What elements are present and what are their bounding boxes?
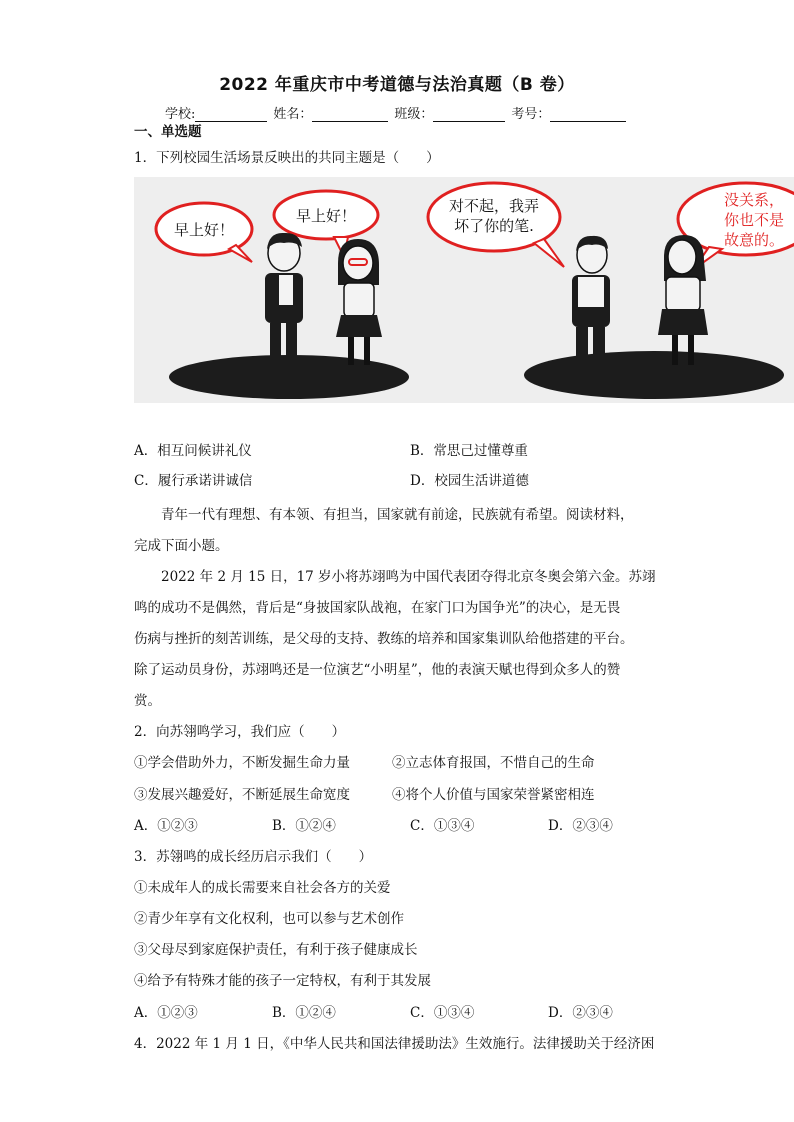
q2-option-b: B．①②④ [272,818,336,834]
q1-option-c: C．履行承诺讲诚信 [134,473,253,489]
bubble-text: 早上好！ [295,207,357,225]
school-label: 学校: [165,107,196,122]
q1-stem: 1．下列校园生活场景反映出的共同主题是（ ） [134,150,440,166]
q2-item: ④将个人价值与国家荣誉紧密相连 [392,787,595,803]
name-blank [312,107,388,122]
q1-option-d: D．校园生活讲道德 [410,473,529,489]
text-line: 鸣的成功不是偶然，背后是“身披国家队战袍，在家门口为国争光”的决心，是无畏 [134,600,621,616]
q3-stem: 3．苏翎鸣的成长经历启示我们（ ） [134,849,373,865]
text-line: 除了运动员身份，苏翊鸣还是一位演艺“小明星”，他的表演天赋也得到众多人的赞 [134,662,621,678]
text-line: 赏。 [134,693,161,709]
q3-item: ④给予有特殊才能的孩子一定特权，有利于其发展 [134,973,431,989]
section-heading: 一、单选题 [134,124,202,140]
material-body [134,562,658,717]
class-label: 班级： [394,107,434,122]
q2-stem: 2．向苏翎鸣学习，我们应（ ） [134,724,346,740]
bubble-text: 对不起，我弄 [448,197,540,215]
exam-no-label: 考号： [511,107,551,122]
bubble-tail [534,239,564,267]
q3-option-c: C．①③④ [410,1005,475,1021]
q3-option-b: B．①②④ [272,1005,336,1021]
boy-figure-left [265,233,303,365]
bubble-text: 早上好！ [173,221,235,239]
boy-figure-right [572,236,610,367]
material-intro [134,500,658,562]
q3-option-d: D．②③④ [548,1005,613,1021]
q2-option-c: C．①③④ [410,818,475,834]
bubble-text: 坏了你的笔. [454,217,534,235]
q4-stem: 4．2022 年 1 月 1 日，《中华人民共和国法律援助法》生效施行。法律援助关于经济困 [134,1036,655,1052]
q3-item: ③父母尽到家庭保护责任，有利于孩子健康成长 [134,942,418,958]
q2-item: ①学会借助外力，不断发掘生命力量 [134,755,350,771]
girl-figure-left [336,239,382,365]
q1-option-a: A．相互问候讲礼仪 [134,443,252,459]
q3-item: ②青少年享有文化权利，也可以参与艺术创作 [134,911,404,927]
q3-option-a: A．①②③ [134,1005,198,1021]
q2-item: ③发展兴趣爱好，不断延展生命宽度 [134,787,350,803]
name-label: 姓名： [273,107,313,122]
campus-scene-illustration [134,177,794,403]
text-line: 伤病与挫折的刻苦训练，是父母的支持、教练的培养和国家集训队给他搭建的平台。 [134,631,634,647]
bubble-text: 你也不是 [724,211,785,229]
school-blank [195,107,267,122]
exam-no-blank [550,107,626,122]
q3-item: ①未成年人的成长需要来自社会各方的关爱 [134,880,391,896]
student-info-line [165,103,632,122]
class-blank [433,107,505,122]
text-line: 2022 年 2 月 15 日，17 岁小将苏翊鸣为中国代表团夺得北京冬奥会第六金。苏翊 [161,569,656,585]
floor-shadow-right [524,351,784,399]
q2-option-d: D．②③④ [548,818,613,834]
bubble-text: 故意的。 [724,231,785,249]
girl-figure-right [658,235,708,365]
q2-option-a: A．①②③ [134,818,198,834]
text-line: 完成下面小题。 [134,538,229,554]
text-line: 青年一代有理想、有本领、有担当，国家就有前途，民族就有希望。阅读材料， [161,507,634,523]
q1-option-b: B．常思己过懂尊重 [410,443,528,459]
bubble-text: 没关系， [724,191,785,209]
page-title: 2022 年重庆市中考道德与法治真题（B 卷） [219,75,575,95]
q2-item: ②立志体育报国，不惜自己的生命 [392,755,595,771]
